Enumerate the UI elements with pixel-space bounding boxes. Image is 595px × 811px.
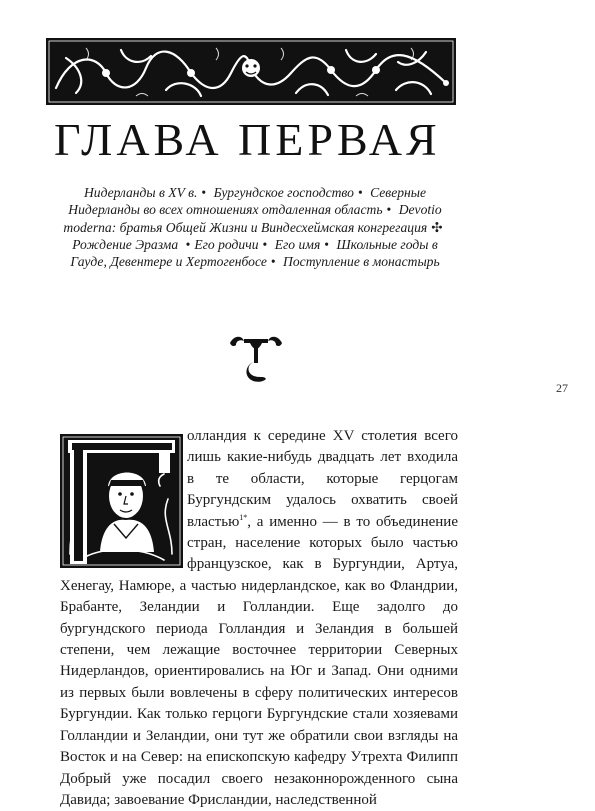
bullet-separator: •	[357, 185, 363, 200]
summary-item: Рождение Эразма	[72, 236, 179, 252]
page-number: 27	[556, 381, 568, 395]
footnote-reference[interactable]: 1*	[239, 512, 248, 522]
summary-item: Школьные годы в Гауде, Девентере и Хертогенбосе	[70, 236, 438, 270]
chapter-title: ГЛАВА ПЕРВАЯ	[54, 114, 441, 165]
bullet-separator: •	[201, 185, 207, 200]
summary-item: Нидерланды в XV в.	[83, 185, 198, 200]
body-text-part-2: , а именно — в то объединение стран, население которых было частью французское, как в Бургундии, Артуа, Хенегау, Намюре, а частью нидерландское, как во Фландрии, Брабанте, Зеландии и Голландии. Еще задолго до бургундского периода Голландия и Зеландия в большей степени, чем лежащие восточнее территории Северных Нидерландов, ориентировались на Юг и Запад. Они одними из первых были вовлечены в сферу политических интересов Бургундии. Как только герцоги Бургундские стали хозяевами Голландии и Зеландии, они тут же обратили свои взгляды на Восток и на Север: на епископскую кафедру Утрехта Филипп Добрый уже посадил своего незаконнорожденного сына Давида; завоевание Фрисландии, наследственной	[60, 513, 458, 808]
summary-item: Его имя	[274, 236, 321, 252]
bullet-separator: •	[270, 254, 276, 270]
bullet-separator: •	[262, 236, 268, 252]
body-text-part-1: олландия к середине XV столетия всего лишь какие-нибудь двадцать лет входила в те области, которые герцогам Бургундским удалось охватить своей властью	[187, 428, 458, 530]
summary-item: Его родичи	[194, 236, 259, 252]
bullet-separator: •	[185, 236, 191, 252]
dropcap-space	[60, 426, 187, 567]
bullet-separator: •	[324, 236, 330, 252]
summary-item: Бургундское господство	[213, 185, 354, 200]
summary-item: Поступление в монастырь	[283, 254, 440, 270]
ornament-frieze	[46, 38, 456, 105]
fleuron-ornament	[228, 333, 284, 383]
cross-separator: ✣	[431, 219, 443, 235]
summary-item: Северные Нидерланды во всех отношениях отдаленная область	[68, 185, 427, 218]
bullet-separator: •	[386, 202, 392, 218]
chapter-summary	[56, 184, 454, 270]
summary-item: Devotio moderna: братья Общей Жизни и Виндесхеймская конгрегация	[63, 202, 442, 235]
body-paragraph	[60, 426, 458, 811]
